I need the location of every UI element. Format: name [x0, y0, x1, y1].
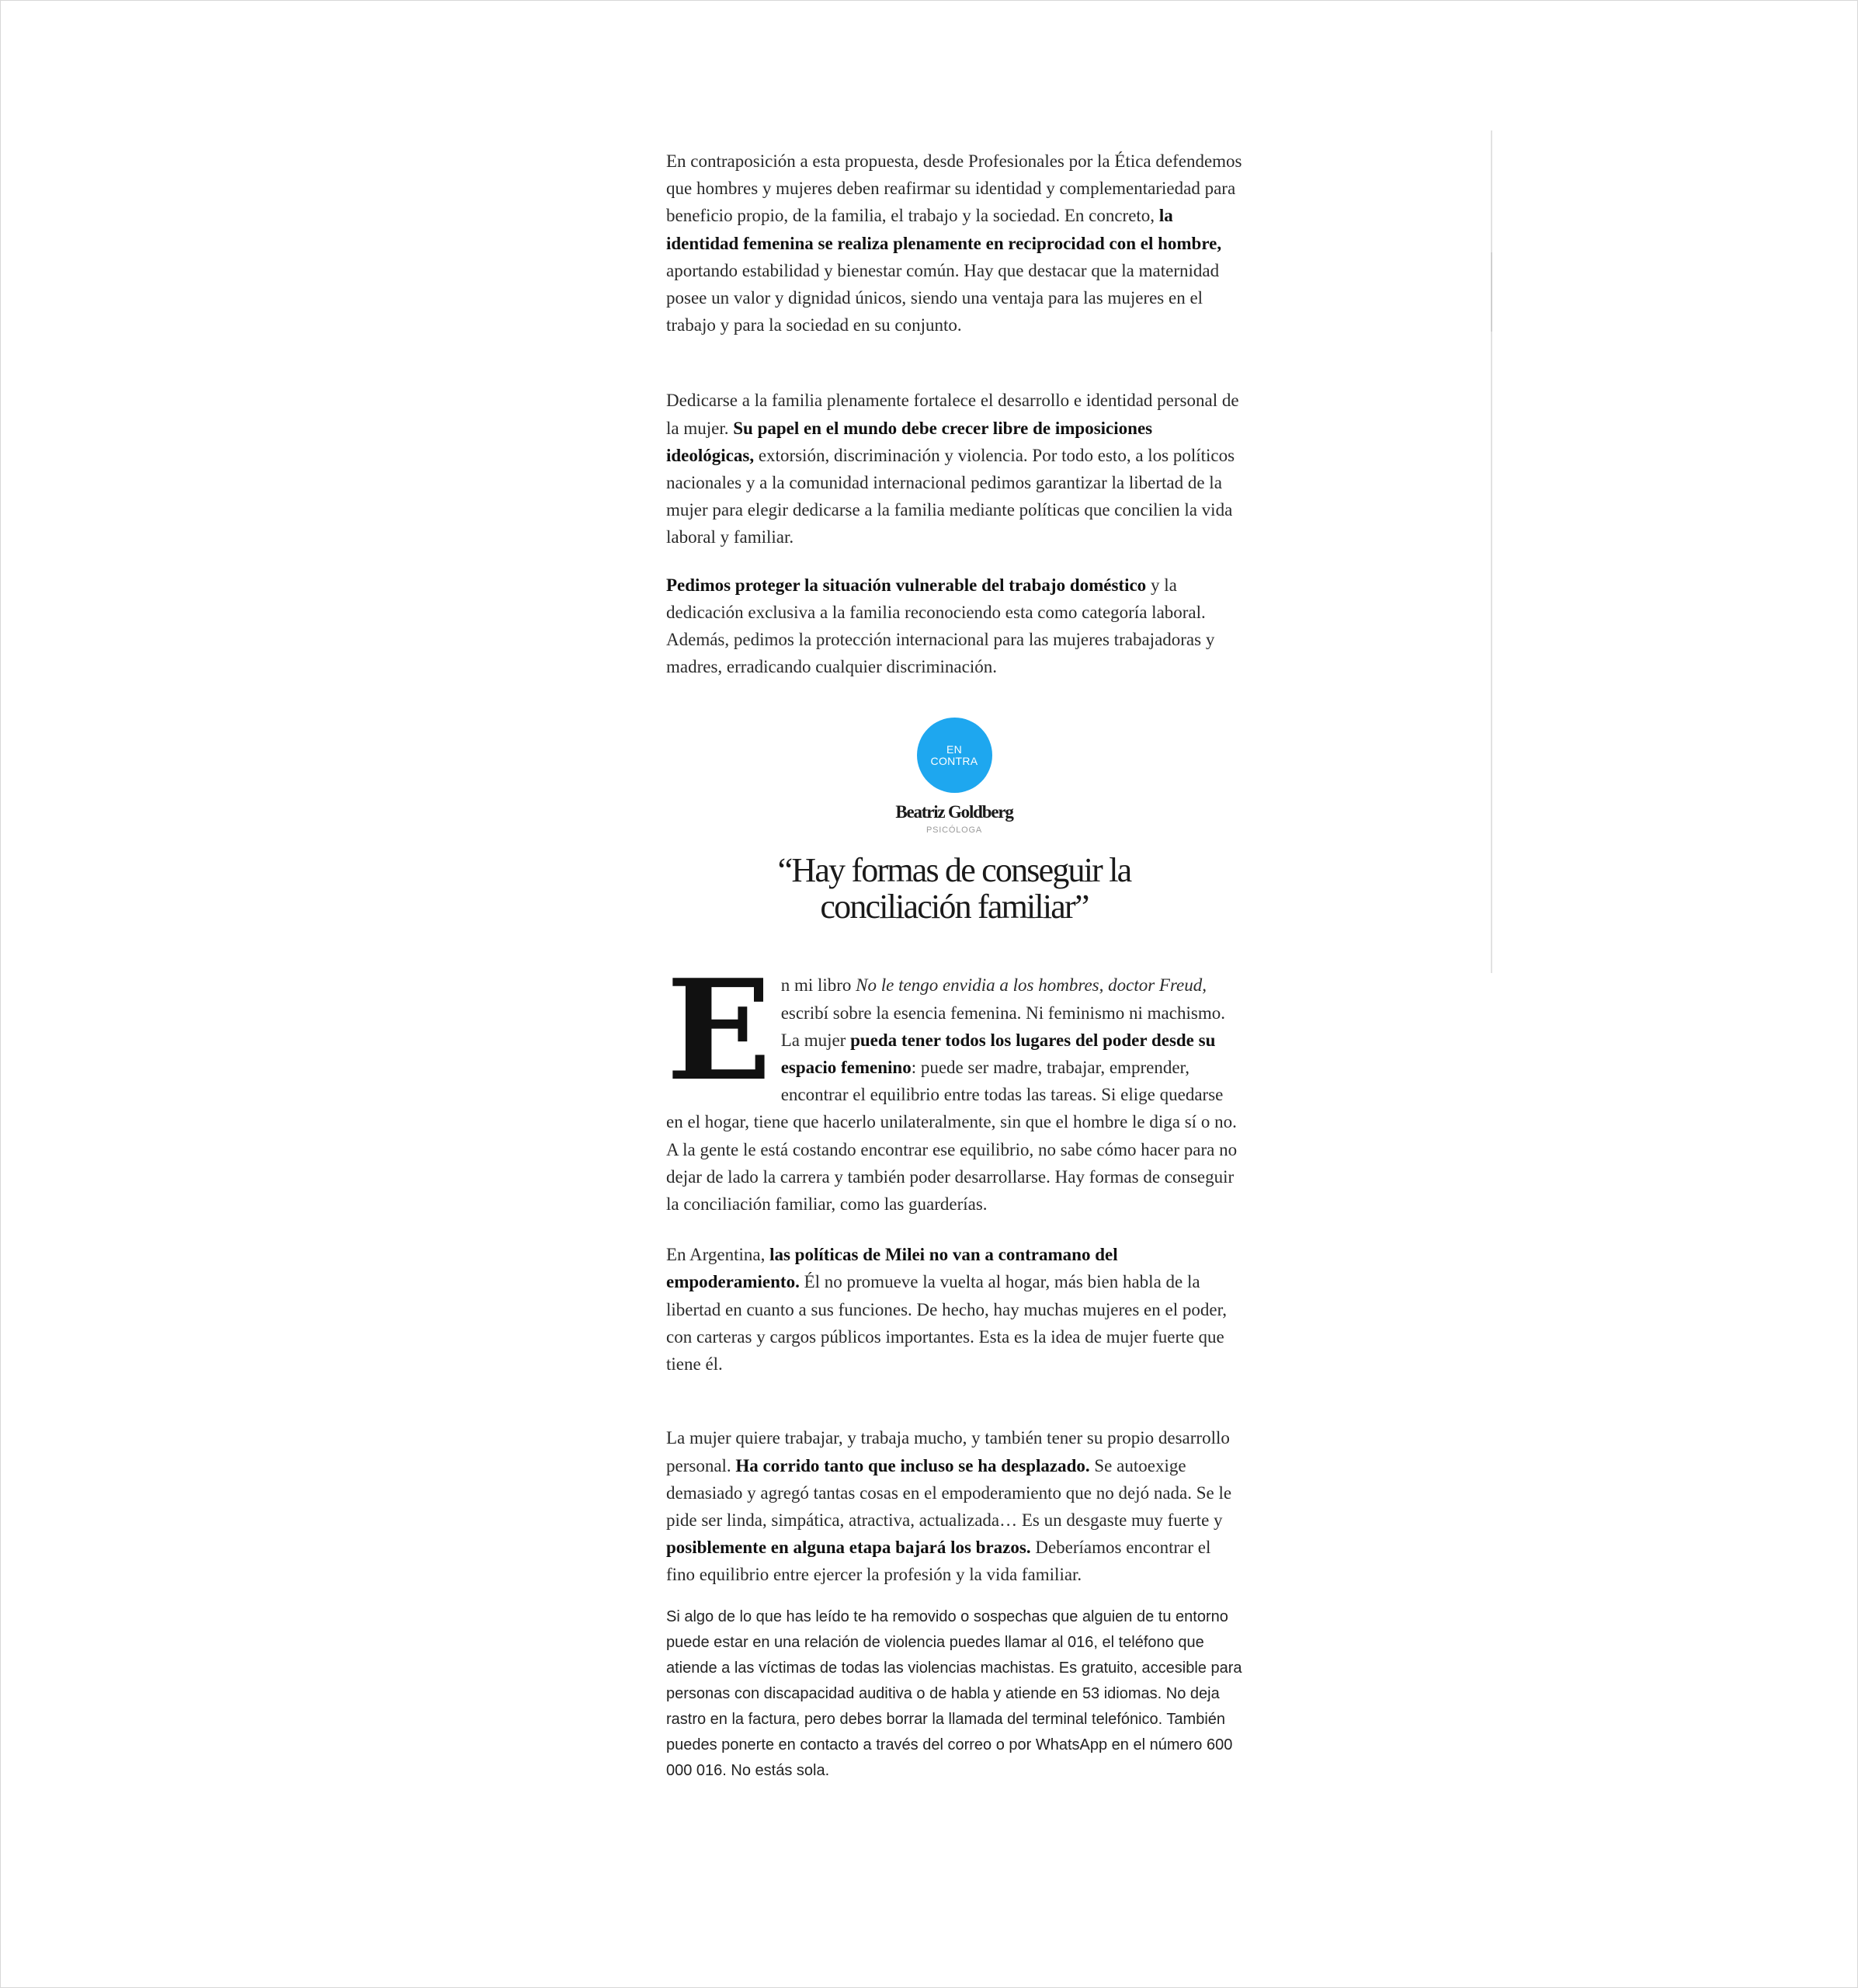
bold-text: posiblemente en alguna etapa bajará los brazos. — [666, 1538, 1031, 1558]
position-badge — [917, 718, 992, 793]
text-run: Se autoexige demasiado y agregó tantas cosas en el empoderamiento que no dejó nada. Se le pide ser linda, simpática, atractiva, actualizada… Es un desgaste muy fuerte y — [666, 1455, 1232, 1530]
help-notice: Si algo de lo que has leído te ha removido o sospechas que alguien de tu entorno puede estar en una relación de violencia puedes llamar al 016, el teléfono que atiende a las víctimas de todas las violencias machistas. Es gratuito, accesible para personas con discapacidad auditiva o de habla y atiende en 53 idiomas. No deja rastro en la factura, pero debes borrar la llamada del terminal telefónico. También puedes ponerte en contacto a través del correo o por WhatsApp en el número 600 000 016. No estás sola. — [666, 1607, 1242, 1779]
badge-line-2: CONTRA — [930, 754, 978, 767]
column-divider-accent — [1491, 252, 1492, 332]
text-run: : puede ser madre, trabajar, emprender, encontrar el equilibrio entre todas las tareas. Si elige quedarse en el hogar, tiene que hacerlo unilateralmente, sin que el hombre le diga sí o no. A la gente le está costando encontrar ese equilibrio, no sabe cómo hacer para no dejar de lado la carrera y también poder desarrollarse. Hay formas de conseguir la conciliación familiar, como las guarderías. — [666, 1058, 1238, 1215]
paragraph-3 — [666, 572, 1242, 681]
text-run: En Argentina, — [666, 1245, 770, 1265]
bold-text: pueda tener todos los lugares del poder desde su espacio femenino — [780, 1030, 1216, 1078]
bold-text: las políticas de Milei no van a contramano del empoderamiento. — [666, 1245, 1118, 1292]
text-run: Deberíamos encontrar el fino equilibrio entre ejercer la profesión y la vida familiar. — [666, 1538, 1211, 1585]
text-run: Él no promueve la vuelta al hogar, más bien habla de la libertad en cuanto a sus funciones. De hecho, hay muchas mujeres en el poder, con carteras y cargos públicos importantes. Esta es la idea de mujer fuerte que tiene él. — [666, 1272, 1228, 1375]
bold-text: Ha corrido tanto que incluso se ha desplazado. — [735, 1455, 1090, 1475]
bold-text: la identidad femenina se realiza plenamente en reciprocidad con el hombre, — [666, 206, 1222, 253]
author-role: PSICÓLOGA — [926, 825, 982, 836]
paragraph-1 — [666, 148, 1242, 339]
text-run: n mi libro — [780, 975, 856, 996]
text-run: aportando estabilidad y bienestar común. Hay que destacar que la maternidad posee un valor y dignidad únicos, siendo una ventaja para las mujeres en el trabajo y para la sociedad en su conjunto. — [666, 260, 1220, 335]
text-run: Dedicarse a la familia plenamente fortalece el desarrollo e identidad personal de la mujer. — [666, 391, 1239, 438]
text-run: En contraposición a esta propuesta, desde Profesionales por la Ética defendemos que hombres y mujeres deben reafirmar su identidad y complementariedad para beneficio propio, de la familia, el trabajo y la sociedad. En concreto, — [666, 151, 1242, 226]
article-body — [666, 148, 1242, 1784]
text-run: La mujer quiere trabajar, y trabaja mucho, y también tener su propio desarrollo personal. — [666, 1428, 1230, 1475]
badge-line-1: EN — [946, 742, 963, 756]
bold-text: Su papel en el mundo debe crecer libre de imposiciones ideológicas, — [666, 418, 1153, 465]
bold-text: Pedimos proteger la situación vulnerable del trabajo doméstico — [666, 575, 1147, 595]
text-run: y la dedicación exclusiva a la familia reconociendo esta como categoría laboral. Además, pedimos la protección internacional para las mujeres trabajadoras y madres, erradicando cualquier discriminación. — [666, 575, 1215, 677]
paragraph-6 — [666, 1424, 1242, 1588]
author-name: Beatriz Goldberg — [895, 802, 1013, 822]
paragraph-5 — [666, 1241, 1242, 1378]
headline-line-1: “Hay formas de conseguir la — [777, 851, 1131, 890]
position-badge-wrap — [666, 718, 1242, 793]
text-run: extorsión, discriminación y violencia. Por todo esto, a los políticos nacionales y a la comunidad internacional pedimos garantizar la libertad de la mujer para elegir dedicarse a la familia mediante políticas que concilien la vida laboral y familiar. — [666, 445, 1235, 547]
pull-quote-headline — [666, 852, 1242, 925]
headline-line-2: conciliación familiar” — [820, 888, 1089, 926]
drop-cap: E — [666, 949, 772, 1112]
italic-text: No le tengo envidia a los hombres, doctor Freud, — [856, 975, 1207, 996]
paragraph-2 — [666, 387, 1242, 551]
text-run: escribí sobre la esencia femenina. Ni feminismo ni machismo. La mujer — [780, 1003, 1225, 1050]
opinion-paragraph-block — [666, 949, 1242, 1218]
